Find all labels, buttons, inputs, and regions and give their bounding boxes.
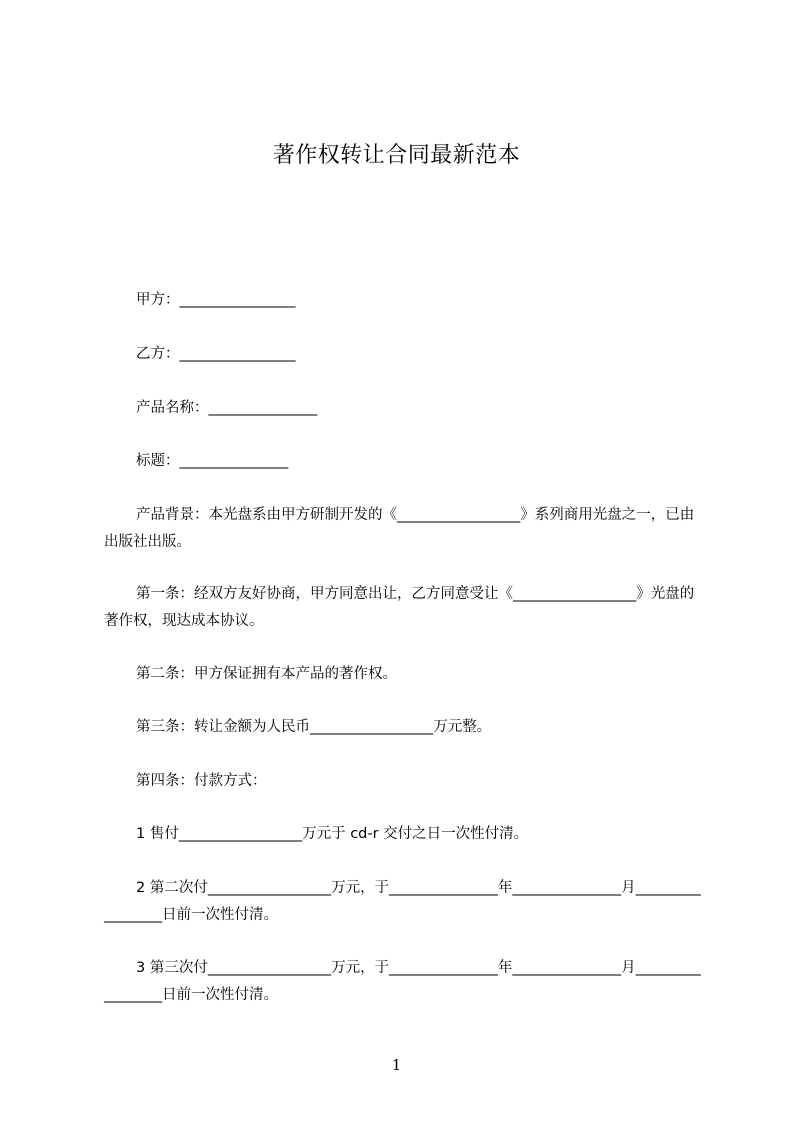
article-4-paragraph: 第四条：付款方式： bbox=[136, 773, 267, 789]
subject-line: 标题：_______________ bbox=[136, 453, 289, 469]
article-2-paragraph: 第二条：甲方保证拥有本产品的著作权。 bbox=[136, 666, 397, 682]
article-1-paragraph: 第一条：经双方友好协商，甲方同意出让，乙方同意受让《_________________》光盘的著作权，现达成本协议。 bbox=[104, 586, 695, 629]
party-a-line: 甲方：________________ bbox=[136, 292, 296, 308]
page-number: 1 bbox=[391, 1056, 402, 1074]
payment-item-1: 1 售付_________________万元于 cd-r 交付之日一次性付清。 bbox=[136, 826, 529, 842]
document-title: 著作权转让合同最新范本 bbox=[272, 143, 521, 168]
product-name-line: 产品名称：_______________ bbox=[136, 400, 318, 416]
article-3-paragraph: 第三条：转让金额为人民币_________________万元整。 bbox=[136, 719, 492, 735]
payment-item-3: 3 第三次付_________________万元，于_______________年_______________月_________________日前一次性付清。 bbox=[104, 960, 701, 1003]
product-background-paragraph: 产品背景：本光盘系由甲方研制开发的《_________________》系列商用光盘之一，已由出版社出版。 bbox=[104, 507, 695, 550]
party-b-line: 乙方：________________ bbox=[136, 346, 296, 362]
payment-item-2: 2 第二次付_________________万元，于_______________年_______________月_________________日前一次性付清。 bbox=[104, 880, 701, 923]
